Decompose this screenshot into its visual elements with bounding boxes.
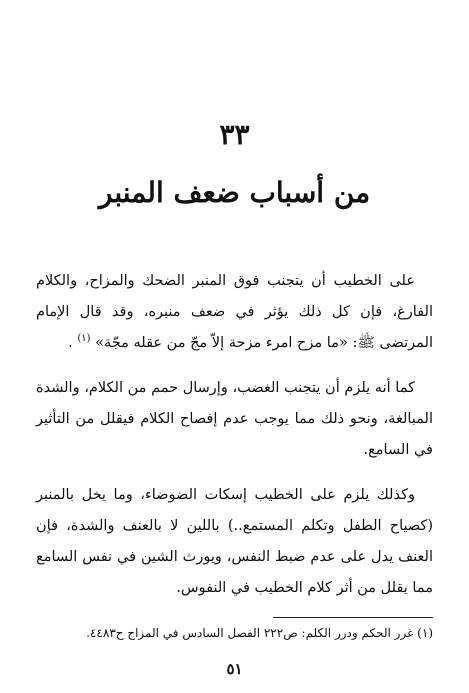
- body-text: [36, 266, 433, 618]
- paragraph: [36, 266, 433, 359]
- footnote-divider: [273, 617, 433, 618]
- paragraph-text: على الخطيب أن يتجنب فوق المنبر الضحك والمزاح، والكلام الفارغ، فإن كل ذلك يؤثر في ضعف منبره، وقد قال الإمام المرتضى ﷺ: «ما مزح امرء مزحة إلاّ مجّ من عقله مجّة»: [36, 273, 433, 351]
- footnote: (١) غرر الحكم ودرر الكلم: ص٢٢٢ الفصل السادس في المزاح ح٤٤٨٣.: [86, 626, 433, 640]
- chapter-title: من أسباب ضعف المنبر: [98, 176, 371, 209]
- page-number: ٥١: [226, 660, 243, 678]
- chapter-number: ٣٣: [219, 118, 250, 151]
- paragraph-tail: .: [68, 335, 73, 351]
- paragraph: وكذلك يلزم على الخطيب إسكات الضوضاء، وما يخل بالمنبر (كصياح الطفل وتكلم المستمع..) باللين لا بالعنف والشدة، فإن العنف يدل على عدم ضبط النفس، ويورث الشين في نفس السامع مما يقلل من أثر كلام الخطيب في النفوس.: [36, 487, 433, 596]
- paragraph: كما أنه يلزم أن يتجنب الغضب، وإرسال حمم من الكلام، والشدة المبالغة، ونحو ذلك مما يوجب عدم إفصاح الكلام فيقلل من التأثير في السامع.: [36, 380, 433, 458]
- footnote-ref: (١): [77, 333, 91, 345]
